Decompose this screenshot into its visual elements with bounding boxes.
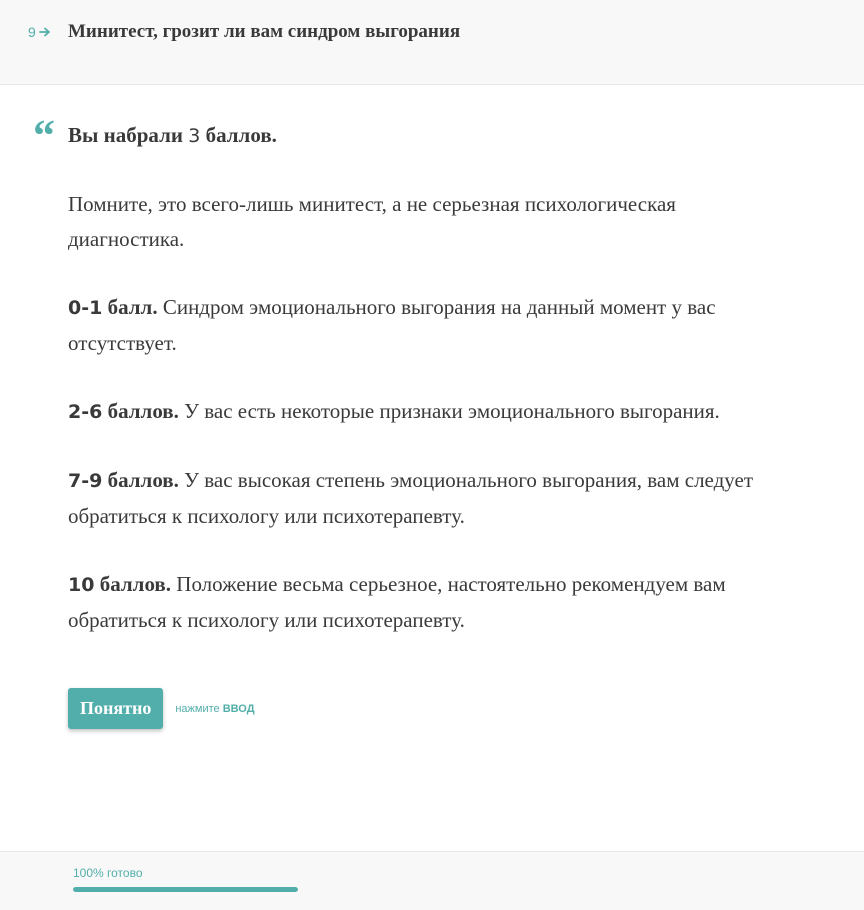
range-item-10 bbox=[68, 567, 788, 638]
actions-row bbox=[68, 688, 255, 729]
range-unit: баллов. bbox=[99, 572, 172, 596]
range-unit: баллов. bbox=[107, 468, 179, 492]
disclaimer-text: Помните, это всего-лишь минитест, а не серьезная психологическая диагностика. bbox=[68, 192, 676, 251]
quote-icon: “ bbox=[33, 111, 55, 160]
question-title: Минитест, грозит ли вам синдром выгорания bbox=[68, 21, 461, 42]
progress-label: 100% готово bbox=[73, 866, 143, 880]
hint-prefix: нажмите bbox=[175, 702, 220, 715]
question-number-value: 9 bbox=[28, 24, 36, 40]
range-value: 2-6 bbox=[68, 401, 103, 423]
question-number bbox=[28, 24, 51, 40]
range-description: У вас высокая степень эмоционального выгорания, вам следует обратиться к психологу или психотерапевту. bbox=[68, 468, 754, 528]
range-item-0-1 bbox=[68, 290, 788, 361]
range-description: Синдром эмоционального выгорания на данный момент у вас отсутствует. bbox=[68, 295, 716, 355]
range-unit: баллов. bbox=[107, 399, 179, 423]
range-description: У вас есть некоторые признаки эмоционального выгорания. bbox=[184, 399, 720, 423]
enter-hint bbox=[175, 703, 254, 715]
score-line bbox=[68, 118, 788, 154]
progress-footer bbox=[0, 851, 864, 910]
range-item-7-9 bbox=[68, 463, 788, 534]
range-description: Положение весьма серьезное, настоятельно рекомендуем вам обратиться к психологу или психотерапевту. bbox=[68, 572, 726, 632]
score-prefix: Вы набрали bbox=[68, 123, 183, 147]
question-header bbox=[0, 0, 864, 85]
score-value: 3 bbox=[188, 125, 201, 147]
arrow-right-icon bbox=[39, 27, 51, 37]
range-unit: балл. bbox=[107, 295, 158, 319]
progress-fill bbox=[73, 887, 298, 892]
ok-button[interactable]: Понятно bbox=[68, 688, 163, 729]
result-content bbox=[68, 118, 788, 671]
progress-bar bbox=[73, 887, 298, 892]
range-value: 7-9 bbox=[68, 470, 103, 492]
range-value: 10 bbox=[68, 574, 95, 596]
range-value: 0-1 bbox=[68, 297, 103, 319]
hint-key: ВВОД bbox=[222, 702, 255, 715]
range-item-2-6 bbox=[68, 394, 788, 430]
score-suffix: баллов. bbox=[205, 123, 277, 147]
